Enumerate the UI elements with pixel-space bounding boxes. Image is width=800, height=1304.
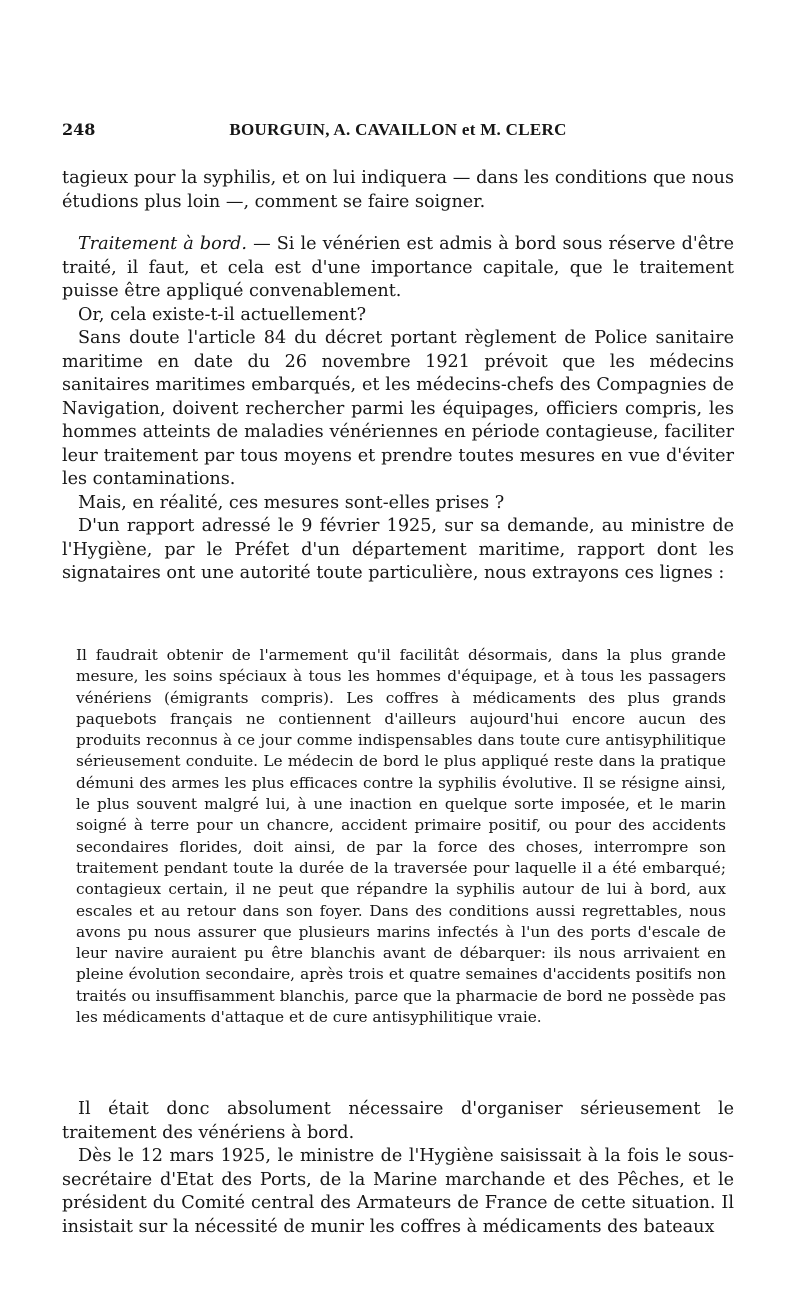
paragraph-continuation: tagieux pour la syphilis, et on lui indiquera — dans les conditions que nous étudions plus loin —, comment se faire soigner. xyxy=(62,168,734,212)
paragraph-traitement-text: — Si le vénérien est admis à bord sous réserve d'être traité, il faut, et cela est d'une importance capitale, que le traitement puisse être appliqué convenablement. xyxy=(62,234,734,301)
paragraph-question-2: Mais, en réalité, ces mesures sont-elles prises ? xyxy=(78,492,505,513)
page-number: 248 xyxy=(62,120,96,139)
main-text-continued xyxy=(62,1098,734,1239)
paragraph-necessity: Il était donc absolument nécessaire d'organiser sérieusement le traitement des vénériens à bord. xyxy=(62,1099,734,1143)
paragraph-article-84: Sans doute l'article 84 du décret portant règlement de Police sanitaire maritime en date du 26 novembre 1921 prévoit que les médecins sanitaires maritimes embarqués, et les médecins-chefs des Compagnies de Navigation, doivent rechercher parmi les équipages, officiers compris, les hommes atteints de maladies vénériennes en période contagieuse, faciliter leur traitement par tous moyens et prendre toutes mesures en vue d'éviter les contaminations. xyxy=(62,328,734,489)
quote-text: Il faudrait obtenir de l'armement qu'il facilitât désormais, dans la plus grande mesure, les soins spéciaux à tous les hommes d'équipage, et à tous les passagers vénériens (émigrants compris). Les coffres à médicaments des plus grands paquebots français ne contiennent d'ailleurs aujourd'hui encore aucun des produits reconnus à ce jour comme indispensables dans toute cure antisyphilitique sérieusement conduite. Le médecin de bord le plus appliqué reste dans la pratique démuni des armes les plus efficaces contre la syphilis évolutive. Il se résigne ainsi, le plus souvent malgré lui, à une inaction en quelque sorte imposée, et le marin soigné à terre pour un chancre, accident primaire positif, ou pour des accidents secondaires florides, doit ainsi, de par la force des choses, interrompre son traitement pendant toute la durée de la traversée pour laquelle il a été embarqué; contagieux certain, il ne peut que répandre la syphilis autour de lui à bord, aux escales et au retour dans son foyer. Dans des conditions aussi regrettables, nous avons pu nous assurer que plusieurs marins infectés à l'un des ports d'escale de leur navire auraient pu être blanchis avant de débarquer: ils nous arrivaient en pleine évolution secondaire, après trois et quatre semaines d'accidents positifs non traités ou insuffisamment blanchis, parce que la pharmacie de bord ne possède pas les médicaments d'attaque et de cure antisyphilitique vraie. xyxy=(76,646,726,1027)
paragraph-march-1925: Dès le 12 mars 1925, le ministre de l'Hygiène saisissait à la fois le sous-secrétaire d'Etat des Ports, de la Marine marchande et des Pêches, et le président du Comité central des Armateurs de France de cette situation. Il insistait sur la nécessité de munir les coffres à médicaments des bateaux xyxy=(62,1146,734,1237)
block-quote xyxy=(76,645,726,1028)
paragraph-rapport: D'un rapport adressé le 9 février 1925, sur sa demande, au ministre de l'Hygiène, par le Préfet d'un département maritime, rapport dont les signataires ont une autorité toute particulière, nous extrayons ces lignes : xyxy=(62,516,734,583)
page-header xyxy=(62,120,734,146)
running-title: BOURGUIN, A. CAVAILLON et M. CLERC xyxy=(229,120,567,139)
paragraph-traitement xyxy=(62,233,734,304)
main-text xyxy=(62,167,734,586)
section-heading-italic: Traitement à bord. xyxy=(78,234,247,254)
paragraph-question: Or, cela existe-t-il actuellement? xyxy=(78,304,367,325)
